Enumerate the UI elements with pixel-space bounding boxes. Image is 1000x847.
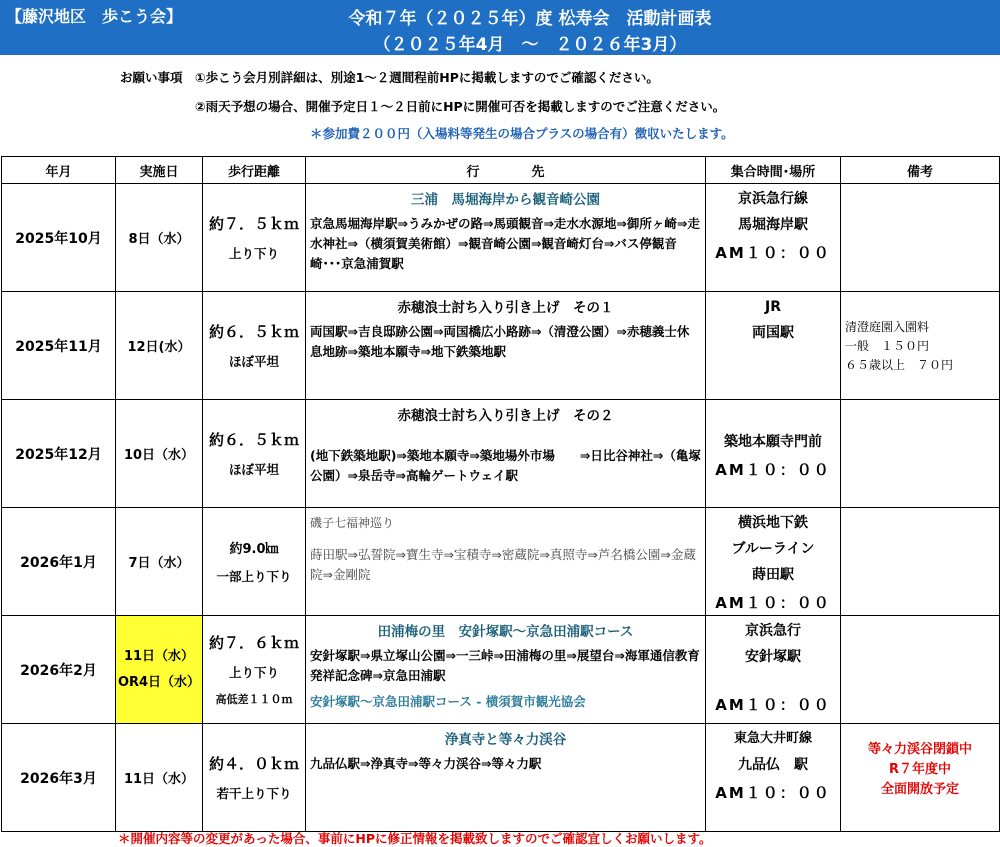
month-cell: 2025年10月 [2, 184, 116, 292]
date-cell: 12日(水） [116, 292, 203, 400]
distance-value: 約６．５ｋｍ [208, 431, 299, 449]
closure-notice: 等々力渓谷閉鎖中 R７年度中 全面開放予定 [867, 742, 972, 797]
destination-cell [306, 292, 706, 400]
meeting-place: 九品仏 駅 [738, 757, 808, 773]
destination-cell [306, 616, 706, 724]
terrain: 一部上り下り [216, 569, 292, 584]
group-name: 【藤沢地区 歩こう会】 [6, 7, 183, 26]
remarks-cell [841, 724, 1000, 832]
terrain: 上り下り [228, 665, 279, 680]
terrain: ほぼ平坦 [228, 462, 279, 477]
destination-route: 九品仏駅⇒浄真寺⇒等々力渓谷⇒等々力駅 [310, 756, 542, 771]
meeting-line: 横浜地下鉄 [738, 515, 808, 531]
month-cell: 2025年12月 [2, 400, 116, 508]
date-cell: 8日（水） [116, 184, 203, 292]
destination-title: 磯子七福神巡り [310, 516, 395, 530]
destination-route: 京急馬堀海岸駅⇒うみかぜの路⇒馬頭観音⇒走水水源地⇒御所ヶ崎⇒走水神社⇒（横須賀美術館）⇒観音崎公園⇒観音崎灯台⇒バス停観音崎･･･京急浦賀駅 [310, 216, 700, 271]
distance-cell [203, 616, 306, 724]
destination-cell [306, 184, 706, 292]
meeting-line: JR [765, 299, 781, 315]
footer-notice: ＊開催内容等の変更があった場合、事前にHPに修正情報を掲載致しますのでご確認宜しくお願いします。 [118, 831, 712, 846]
meeting-cell [706, 508, 841, 616]
terrain: ほぼ平坦 [228, 354, 279, 369]
terrain: 若干上り下り [216, 786, 292, 801]
destination-cell [306, 400, 706, 508]
distance-cell [203, 724, 306, 832]
elevation-difference: 高低差１１０ｍ [215, 693, 293, 706]
distance-value: 約７．６ｋｍ [208, 634, 299, 652]
month-cell: 2025年11月 [2, 292, 116, 400]
header-banner [0, 0, 1000, 55]
meeting-place: 蒔田駅 [752, 567, 794, 583]
distance-cell [203, 292, 306, 400]
note-line-2: ②雨天予想の場合、開催予定日１～２日前にHPに開催可否を掲載しますのでご注意ください。 [195, 99, 726, 114]
reference-link[interactable]: 安針塚駅～京急田浦駅コース - 横須賀市観光協会 [310, 694, 586, 709]
period-subtitle: （２０２５年4月 ～ ２０２６年3月） [373, 35, 687, 55]
table-row [2, 508, 1000, 616]
remarks-cell [841, 508, 1000, 616]
date-cell-highlighted [116, 616, 203, 724]
meeting-place: 馬堀海岸駅 [738, 217, 808, 233]
date-cell: 11日（水） [116, 724, 203, 832]
table-header-row [2, 157, 1000, 184]
date-cell: 10日（水） [116, 400, 203, 508]
meeting-line: 京浜急行 [745, 623, 801, 639]
meeting-place: 両国駅 [752, 325, 794, 341]
header-distance: 歩行距離 [203, 157, 306, 184]
remarks-cell [841, 184, 1000, 292]
date-alternate: OR4日（水） [117, 674, 201, 690]
remarks-text: 清澄庭園入園料 一般 １５０円 ６５歳以上 ７０円 [845, 320, 954, 372]
header-meeting: 集合時間･場所 [706, 157, 841, 184]
destination-route: 安針塚駅⇒県立塚山公園⇒一三峠⇒田浦梅の里⇒展望台⇒海軍通信教育発祥記念碑⇒京急田浦駅 [310, 648, 700, 683]
table-row [2, 724, 1000, 832]
destination-cell [306, 508, 706, 616]
table-row [2, 184, 1000, 292]
destination-route: 蒔田駅⇒弘誓院⇒寶生寺⇒宝積寺⇒密蔵院⇒真照寺⇒芦名橋公園⇒金蔵院⇒金剛院 [310, 547, 696, 582]
table-row [2, 292, 1000, 400]
distance-value: 約６．５ｋｍ [208, 323, 299, 341]
destination-title: 田浦梅の里 安針塚駅～京急田浦駅コース [377, 624, 634, 640]
table-row [2, 400, 1000, 508]
distance-value: 約9.0㎞ [229, 542, 279, 557]
header-destination: 行 先 [306, 157, 706, 184]
meeting-cell [706, 616, 841, 724]
destination-title: 三浦 馬堀海岸から観音崎公園 [411, 192, 600, 208]
note-line-3: ＊参加費２００円（入場料等発生の場合プラスの場合有）徴収いたします。 [310, 126, 734, 141]
meeting-line: 東急大井町線 [733, 731, 812, 746]
date-cell: 7日（水） [116, 508, 203, 616]
meeting-cell [706, 724, 841, 832]
month-cell: 2026年2月 [2, 616, 116, 724]
distance-cell [203, 184, 306, 292]
meeting-time: AM１０：００ [715, 784, 831, 802]
distance-cell [203, 400, 306, 508]
note-line-1: お願い事項 ①歩こう会月別詳細は、別途1～２週間程前HPに掲載しますのでご確認ください。 [120, 70, 659, 85]
meeting-time: AM１０：００ [715, 594, 831, 612]
meeting-time: AM１０：００ [715, 461, 831, 479]
schedule-table [1, 156, 1000, 832]
header-month: 年月 [2, 157, 116, 184]
destination-route: (地下鉄築地駅)⇒築地本願寺⇒築地場外市場 ⇒日比谷神社⇒（亀塚公園）⇒泉岳寺⇒高輪ゲートウェイ駅 [310, 448, 701, 483]
remarks-cell [841, 292, 1000, 400]
month-cell: 2026年1月 [2, 508, 116, 616]
remarks-cell [841, 616, 1000, 724]
meeting-cell [706, 292, 841, 400]
meeting-cell [706, 184, 841, 292]
month-cell: 2026年3月 [2, 724, 116, 832]
destination-title: 浄真寺と等々力渓谷 [444, 732, 567, 748]
terrain: 上り下り [228, 246, 279, 261]
destination-route: 両国駅⇒吉良邸跡公園⇒両国橋広小路跡⇒（清澄公園）⇒赤穂義士休息地跡⇒築地本願寺⇒地下鉄築地駅 [310, 324, 690, 359]
meeting-cell [706, 400, 841, 508]
page-title: 令和７年（２０２５年）度 松寿会 活動計画表 [348, 9, 712, 29]
distance-value: 約４．０ｋｍ [208, 755, 299, 773]
header-date: 実施日 [116, 157, 203, 184]
meeting-time: AM１０：００ [715, 696, 831, 714]
distance-value: 約７．５ｋｍ [208, 215, 299, 233]
meeting-line-name: ブルーライン [731, 541, 815, 557]
table-row [2, 616, 1000, 724]
meeting-line: 京浜急行線 [738, 191, 808, 207]
meeting-time: AM１０：００ [715, 244, 831, 262]
meeting-place: 安針塚駅 [745, 649, 801, 665]
header-remarks: 備考 [841, 157, 1000, 184]
destination-cell [306, 724, 706, 832]
date-primary: 11日（水） [123, 648, 195, 664]
destination-title: 赤穂浪士討ち入り引き上げ その２ [397, 408, 614, 424]
meeting-place: 築地本願寺門前 [724, 434, 822, 450]
distance-cell [203, 508, 306, 616]
destination-title: 赤穂浪士討ち入り引き上げ その１ [397, 300, 614, 316]
remarks-cell [841, 400, 1000, 508]
